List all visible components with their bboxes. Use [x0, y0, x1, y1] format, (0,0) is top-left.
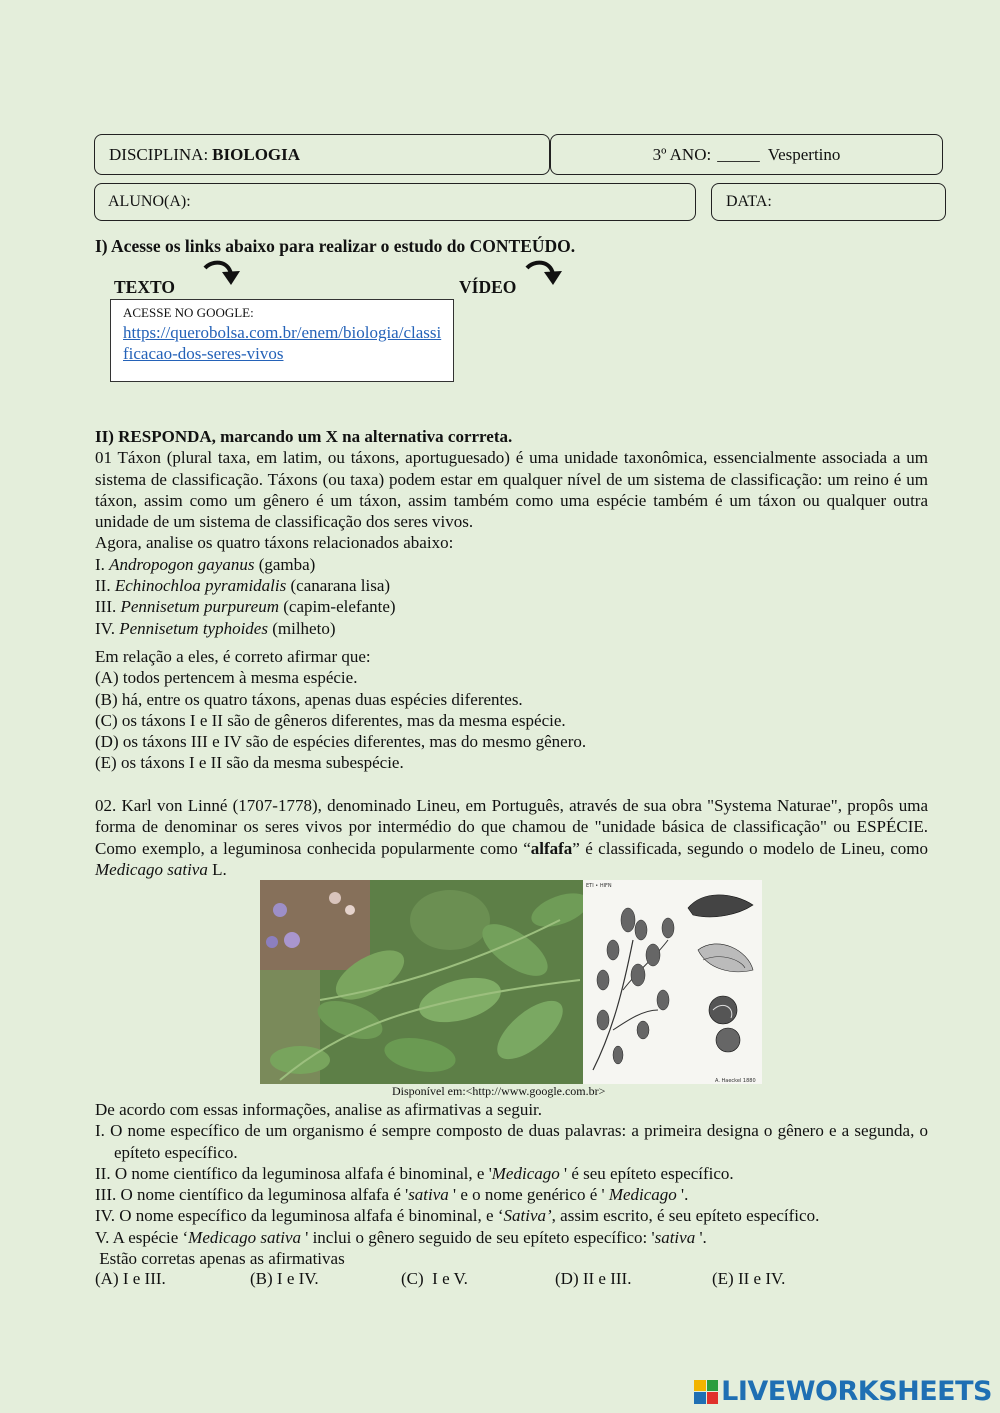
q1-prompt: Agora, analise os quatro táxons relacionados abaixo: — [95, 533, 454, 553]
brand-name: LIVEWORKSHEETS — [721, 1376, 992, 1407]
ano-blank[interactable]: _____ — [717, 144, 760, 164]
q2-option-b[interactable]: (B) I e IV. — [250, 1269, 319, 1288]
q1-option-a[interactable]: (A) todos pertencem à mesma espécie. — [95, 668, 358, 688]
link-box — [110, 299, 454, 382]
taxon-item: III. Pennisetum purpureum (capim-elefante) — [95, 597, 396, 617]
ano-box — [550, 134, 943, 175]
q1-question: Em relação a eles, é correto afirmar que: — [95, 646, 371, 666]
data-field[interactable] — [711, 183, 946, 221]
q2-option-e[interactable]: (E) II e IV. — [712, 1269, 786, 1288]
drawing-label: ETI • HIFN — [586, 883, 612, 889]
video-label: VÍDEO — [459, 277, 517, 297]
q2-options — [95, 1269, 928, 1291]
disciplina-box — [94, 134, 550, 175]
q2-question: Estão corretas apenas as afirmativas — [95, 1249, 345, 1269]
taxon-item: IV. Pennisetum typhoides (milheto) — [95, 618, 336, 638]
q1-option-d[interactable]: (D) os táxons III e IV são de espécies diferentes, mas do mesmo gênero. — [95, 732, 587, 752]
curved-arrow-icon — [522, 258, 564, 290]
disciplina-value: BIOLOGIA — [212, 144, 301, 164]
image-caption: Disponível em:<http://www.google.com.br> — [392, 1084, 606, 1098]
data-label: DATA: — [726, 193, 772, 210]
turno-label: Vespertino — [767, 144, 841, 164]
taxon-item: II. Echinochloa pyramidalis (canarana lisa) — [95, 576, 391, 596]
q2-statement: I. O nome específico de um organismo é sempre composto de duas palavras: a primeira designa o gênero e a segunda, o epíteto específico. — [95, 1121, 928, 1162]
q2-option-a[interactable]: (A) I e III. — [95, 1269, 166, 1288]
alfalfa-photo — [260, 880, 583, 1084]
q2-statements — [95, 1099, 928, 1269]
liveworksheets-logo-icon — [694, 1380, 718, 1404]
texto-label: TEXTO — [114, 277, 175, 297]
q2-statement: V. A espécie ‘Medicago sativa ' inclui o gênero seguido de seu epíteto específico: 'sativa '. — [95, 1227, 707, 1247]
q2-option-d[interactable]: (D) II e III. — [555, 1269, 632, 1288]
liveworksheets-brand — [694, 1376, 992, 1407]
q2-statement: II. O nome científico da leguminosa alfafa é binominal, e 'Medicago ' é seu epíteto específico. — [95, 1163, 734, 1183]
aluno-field[interactable] — [94, 183, 696, 221]
q1-intro: 01 Táxon (plural taxa, em latim, ou táxons, aportuguesado) é uma unidade taxonômica, essencialmente associada a um sistema de classificação. Táxons (ou taxa) podem estar em qualquer nível de um sistema de classificação: um reino é um táxon, assim como um gênero é um táxon, assim também como uma espécie também é um táxon ou qualquer outra unidade de um sistema de classificação dos seres vivos. — [95, 448, 928, 532]
study-link[interactable]: https://querobolsa.com.br/enem/biologia/classificacao-dos-seres-vivos — [123, 323, 442, 363]
taxon-item: I. Andropogon gayanus (gamba) — [95, 554, 316, 574]
curved-arrow-icon — [200, 258, 242, 290]
q2-statement: IV. O nome específico da leguminosa alfafa é binominal, e ‘Sativa’, assim escrito, é seu epíteto específico. — [95, 1206, 820, 1226]
q1-option-c[interactable]: (C) os táxons I e II são de gêneros diferentes, mas da mesma espécie. — [95, 710, 566, 730]
q2-intro: 02. Karl von Linné (1707-1778), denominado Lineu, em Português, através de sua obra "Systema Naturae", propôs uma forma de denominar os seres vivos por intermédio do que chamou de "unidade básica de classificação" ou ESPÉCIE. Como exemplo, a leguminosa conhecida popularmente como “alfafa” é classificada, segundo o modelo de Lineu, como Medicago sativa L. — [95, 796, 928, 879]
drawing-credit: A. Haeckel 1880 — [715, 1078, 756, 1084]
section2-title: II) RESPONDA, marcando um X na alternativa corrreta. — [95, 427, 513, 446]
disciplina-label: DISCIPLINA: — [109, 144, 209, 164]
q1-option-e[interactable]: (E) os táxons I e II são da mesma subespécie. — [95, 753, 404, 773]
q1-option-b[interactable]: (B) há, entre os quatro táxons, apenas duas espécies diferentes. — [95, 689, 523, 709]
section1-title: I) Acesse os links abaixo para realizar o estudo do CONTEÚDO. — [95, 236, 576, 256]
link-caption: ACESSE NO GOOGLE: — [123, 305, 254, 320]
alfalfa-botanical-drawing — [583, 880, 762, 1084]
q2-statement: III. O nome científico da leguminosa alfafa é 'sativa ' e o nome genérico é ' Medicago '. — [95, 1185, 689, 1205]
question1-block — [95, 426, 928, 774]
aluno-label: ALUNO(A): — [108, 193, 191, 210]
q2-option-c[interactable]: (C) I e V. — [401, 1269, 468, 1288]
ano-label: 3º ANO: — [652, 144, 712, 164]
q2-prompt: De acordo com essas informações, analise as afirmativas a seguir. — [95, 1100, 543, 1119]
